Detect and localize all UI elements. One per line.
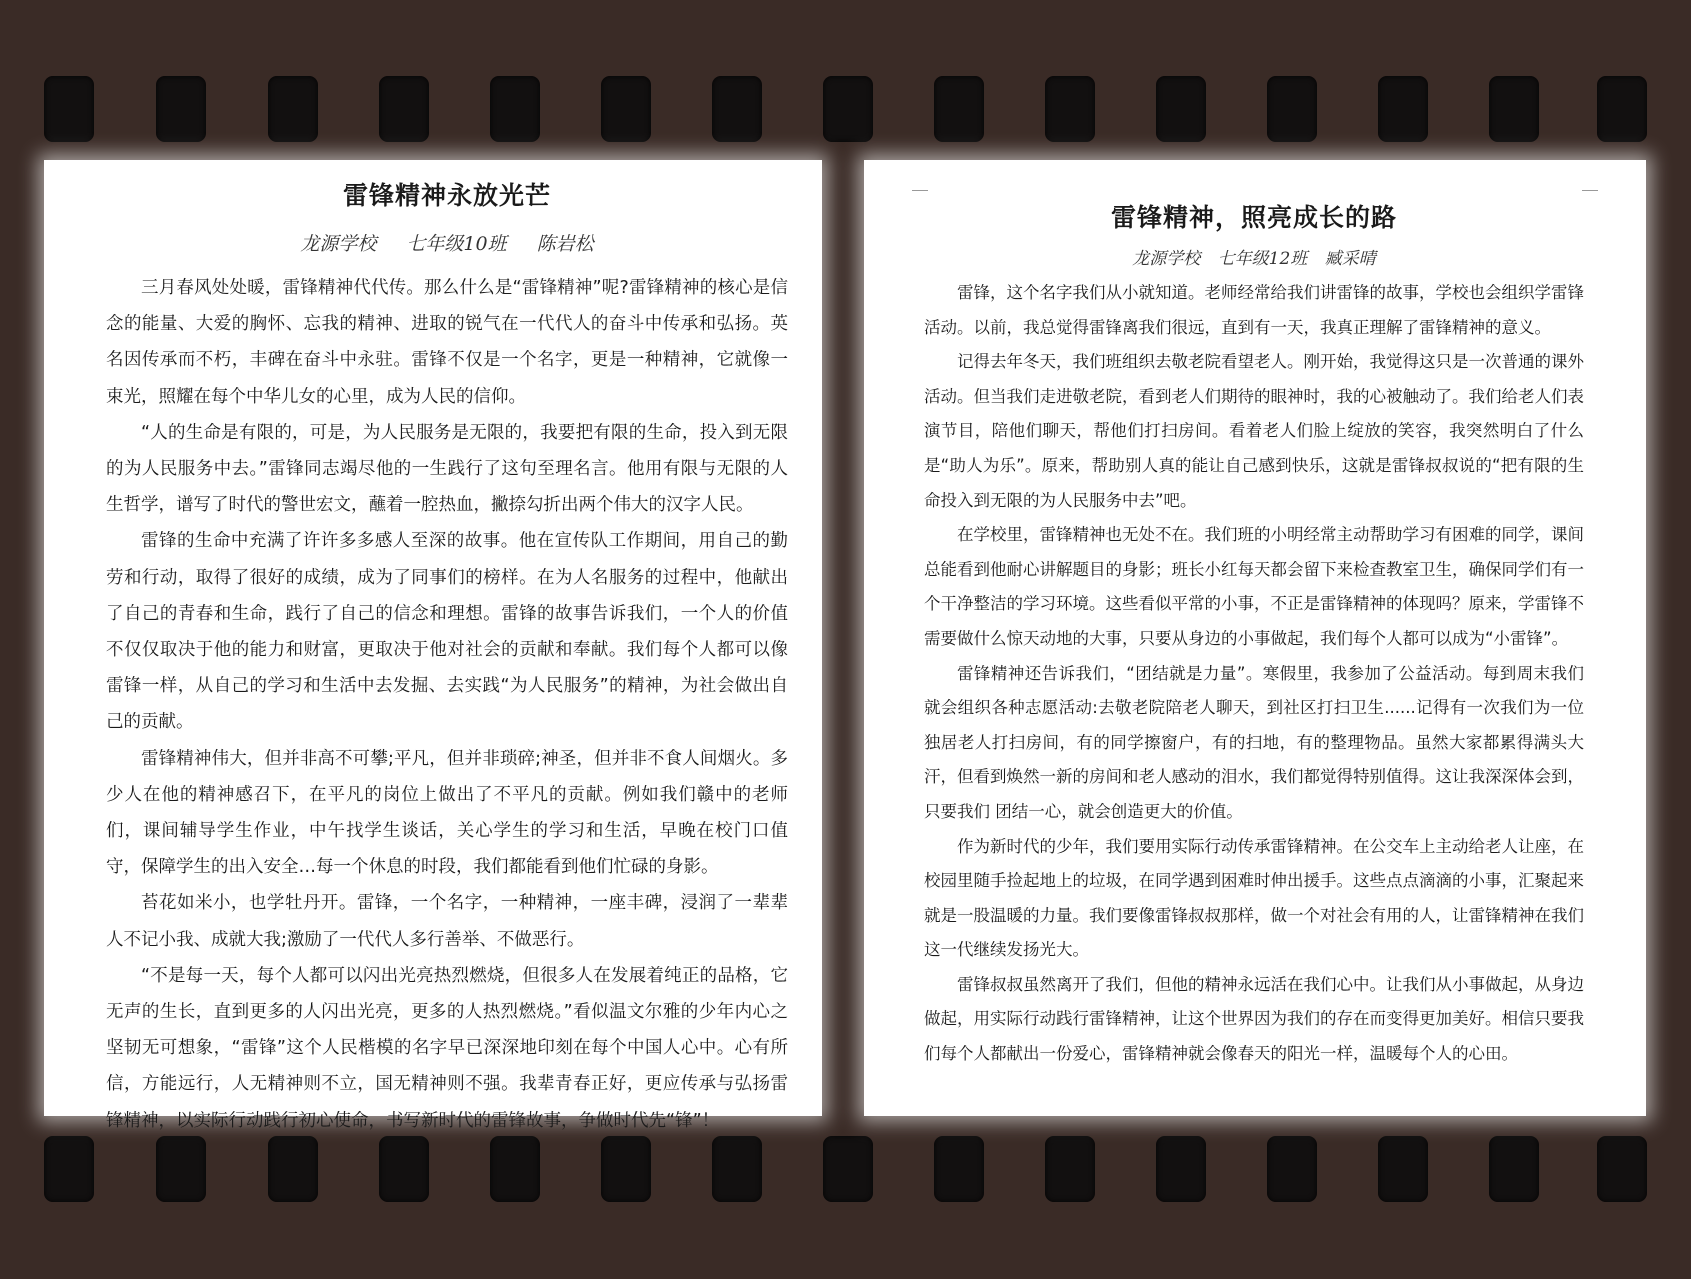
film-sprocket-hole	[156, 76, 206, 142]
film-sprocket-hole	[1267, 1136, 1317, 1202]
film-sprocket-hole	[156, 1136, 206, 1202]
right-article-body	[924, 276, 1584, 1072]
film-sprocket-hole	[1378, 76, 1428, 142]
film-sprocket-row-top	[0, 76, 1691, 146]
film-sprocket-hole	[1489, 76, 1539, 142]
left-article-paragraph: 雷锋精神伟大，但并非高不可攀;平凡，但并非琐碎;神圣，但并非不食人间烟火。多少人在他的精神感召下，在平凡的岗位上做出了不平凡的贡献。例如我们赣中的老师们，课间辅导学生作业，中午找学生谈话，关心学生的学习和生活，早晚在校门口值守，保障学生的出入安全…每一个休息的时段，我们都能看到他们忙碌的身影。	[106, 748, 788, 878]
left-article-title: 雷锋精神永放光芒	[342, 181, 551, 210]
left-article-paragraph: “人的生命是有限的，可是，为人民服务是无限的，我要把有限的生命，投入到无限的为人民服务中去。”雷锋同志竭尽他的一生践行了这句至理名言。他用有限与无限的人生哲学，谱写了时代的警世宏文，蘸着一腔热血，撇捺勾折出两个伟大的汉字人民。	[106, 422, 788, 516]
film-sprocket-hole	[1489, 1136, 1539, 1202]
film-sprocket-hole	[1597, 1136, 1647, 1202]
right-article-paragraph: 记得去年冬天，我们班组织去敬老院看望老人。刚开始，我觉得这只是一次普通的课外活动。但当我们走进敬老院，看到老人们期待的眼神时，我的心被触动了。我们给老人们表演节目，陪他们聊天，帮他们打扫房间。看着老人们脸上绽放的笑容，我突然明白了什么是“助人为乐”。原来，帮助别人真的能让自己感到快乐，这就是雷锋叔叔说的“把有限的生命投入到无限的为人民服务中去”吧。	[924, 352, 1584, 510]
film-sprocket-hole	[823, 76, 873, 142]
left-article-paragraph: “不是每一天，每个人都可以闪出光亮热烈燃烧，但很多人在发展着纯正的品格，它无声的生长，直到更多的人闪出光亮，更多的人热烈燃烧。”看似温文尔雅的少年内心之坚韧无可想象，“雷锋”这个人民楷模的名字早已深深地印刻在每个中国人心中。心有所信，方能远行，人无精神则不立，国无精神则不强。我辈青春正好，更应传承与弘扬雷锋精神，以实际行动践行初心使命，书写新时代的雷锋故事，争做时代先“锋”！	[106, 965, 788, 1131]
film-sprocket-row-bottom	[0, 1136, 1691, 1206]
film-sprocket-hole	[44, 76, 94, 142]
right-article-title: 雷锋精神，照亮成长的路	[1110, 203, 1397, 232]
film-sprocket-hole	[1045, 76, 1095, 142]
film-sprocket-hole	[268, 1136, 318, 1202]
left-article-byline: 龙源学校 七年级10班 陈岩松	[300, 233, 594, 255]
film-sprocket-hole	[1378, 1136, 1428, 1202]
film-sprocket-hole	[1156, 76, 1206, 142]
right-article-paragraph: 雷锋叔叔虽然离开了我们，但他的精神永远活在我们心中。让我们从小事做起，从身边做起，用实际行动践行雷锋精神，让这个世界因为我们的存在而变得更加美好。相信只要我们每个人都献出一份爱心，雷锋精神就会像春天的阳光一样，温暖每个人的心田。	[924, 974, 1584, 1064]
film-sprocket-hole	[712, 76, 762, 142]
film-sprocket-hole	[1156, 1136, 1206, 1202]
film-sprocket-hole	[1597, 76, 1647, 142]
film-sprocket-hole	[823, 1136, 873, 1202]
right-article-byline: 龙源学校 七年级12班 臧采晴	[1132, 249, 1376, 269]
left-article-paragraph: 三月春风处处暖，雷锋精神代代传。那么什么是“雷锋精神”呢?雷锋精神的核心是信念的能量、大爱的胸怀、忘我的精神、进取的锐气在一代代人的奋斗中传承和弘扬。英名因传承而不朽，丰碑在奋斗中永驻。雷锋不仅是一个名字，更是一种精神，它就像一束光，照耀在每个中华儿女的心里，成为人民的信仰。	[106, 278, 788, 407]
film-sprocket-hole	[712, 1136, 762, 1202]
film-sprocket-hole	[268, 76, 318, 142]
right-article-paragraph: 雷锋，这个名字我们从小就知道。老师经常给我们讲雷锋的故事，学校也会组织学雷锋活动。以前，我总觉得雷锋离我们很远，直到有一天，我真正理解了雷锋精神的意义。	[924, 283, 1584, 337]
left-article-body	[106, 270, 788, 1139]
film-sprocket-hole	[1045, 1136, 1095, 1202]
right-article-paragraph: 雷锋精神还告诉我们，“团结就是力量”。寒假里，我参加了公益活动。每到周末我们就会组织各种志愿活动:去敬老院陪老人聊天，到社区打扫卫生......记得有一次我们为一位独居老人打扫房间，有的同学擦窗户，有的扫地，有的整理物品。虽然大家都累得满头大汗，但看到焕然一新的房间和老人感动的泪水，我们都觉得特别值得。这让我深深体会到，只要我们 团结一心，就会创造更大的价值。	[924, 663, 1584, 821]
right-article-paragraph: 在学校里，雷锋精神也无处不在。我们班的小明经常主动帮助学习有困难的同学，课间总能看到他耐心讲解题目的身影；班长小红每天都会留下来检查教室卫生，确保同学们有一个干净整洁的学习环境。这些看似平常的小事，不正是雷锋精神的体现吗？原来，学雷锋不需要做什么惊天动地的大事，只要从身边的小事做起，我们每个人都可以成为“小雷锋”。	[924, 525, 1584, 648]
film-sprocket-hole	[44, 1136, 94, 1202]
right-article-page	[864, 160, 1646, 1116]
film-sprocket-hole	[379, 76, 429, 142]
film-sprocket-hole	[1267, 76, 1317, 142]
film-sprocket-hole	[601, 1136, 651, 1202]
crop-mark	[912, 190, 928, 191]
film-sprocket-hole	[490, 1136, 540, 1202]
film-sprocket-hole	[934, 76, 984, 142]
film-sprocket-hole	[379, 1136, 429, 1202]
film-sprocket-hole	[601, 76, 651, 142]
crop-mark	[1582, 190, 1598, 191]
left-article-page	[44, 160, 822, 1131]
right-article-paragraph: 作为新时代的少年，我们要用实际行动传承雷锋精神。在公交车上主动给老人让座，在校园里随手捡起地上的垃圾，在同学遇到困难时伸出援手。这些点点滴滴的小事，汇聚起来就是一股温暖的力量。我们要像雷锋叔叔那样，做一个对社会有用的人，让雷锋精神在我们这一代继续发扬光大。	[924, 836, 1584, 960]
film-sprocket-hole	[490, 76, 540, 142]
left-article-paragraph: 苔花如米小，也学牡丹开。雷锋，一个名字，一种精神，一座丰碑，浸润了一辈辈人不记小我、成就大我;激励了一代代人多行善举、不做恶行。	[106, 893, 788, 950]
film-sprocket-hole	[934, 1136, 984, 1202]
left-article-paragraph: 雷锋的生命中充满了许许多多感人至深的故事。他在宣传队工作期间，用自己的勤劳和行动，取得了很好的成绩，成为了同事们的榜样。在为人名服务的过程中，他献出了自己的青春和生命，践行了自己的信念和理想。雷锋的故事告诉我们，一个人的价值不仅仅取决于他的能力和财富，更取决于他对社会的贡献和奉献。我们每个人都可以像雷锋一样，从自己的学习和生活中去发掘、去实践“为人民服务”的精神，为社会做出自己的贡献。	[106, 531, 788, 733]
